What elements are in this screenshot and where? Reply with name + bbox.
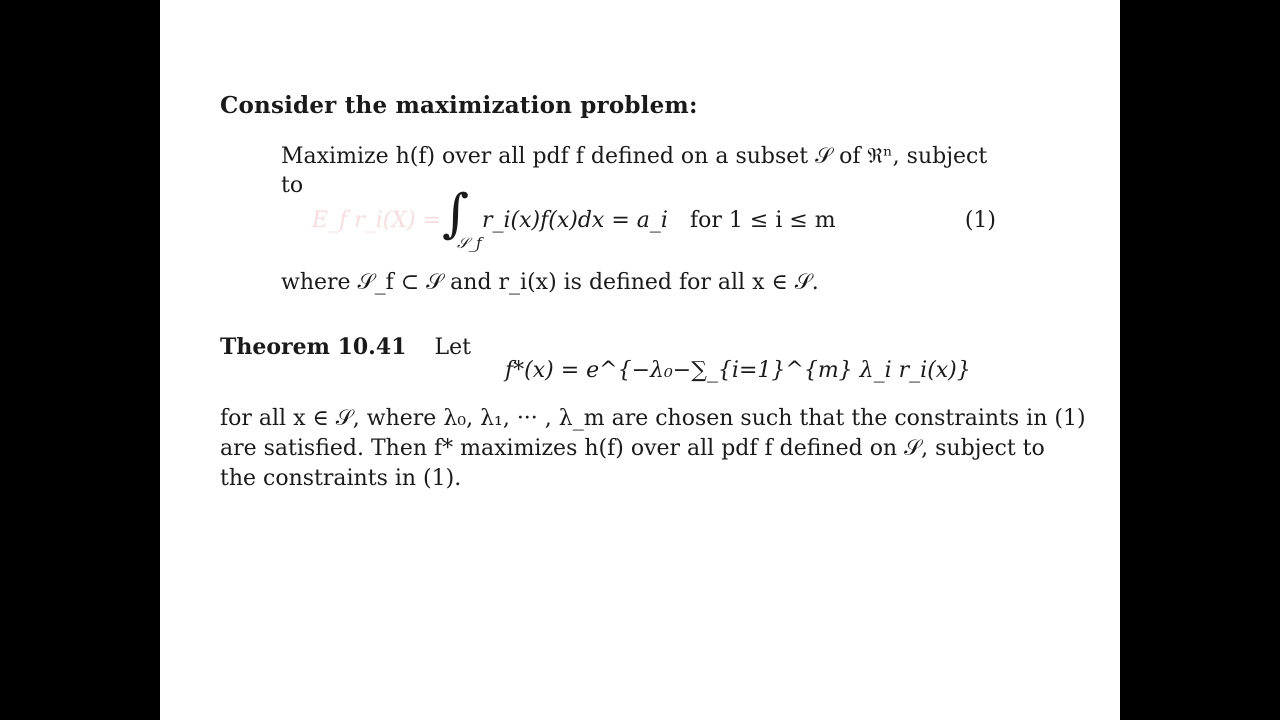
slide-page (160, 0, 1120, 720)
equation-1 (312, 184, 1000, 262)
theorem-formula: f*(x) = e^{−λ₀−∑_{i=1}^{m} λ_i r_i(x)} (505, 358, 971, 383)
problem-line-1 (281, 144, 987, 169)
equation-number: (1) (964, 208, 996, 233)
theorem-header (220, 334, 471, 360)
equation-lhs: E_f r_i(X) = (312, 208, 442, 233)
theorem-intro: Let (434, 335, 471, 360)
theorem-line-2: are satisfied. Then f* maximizes h(f) over all pdf f defined on 𝒮, subject to (220, 436, 1045, 461)
problem-line-3: where 𝒮_f ⊂ 𝒮 and r_i(x) is defined for all x ∈ 𝒮. (281, 270, 819, 295)
theorem-line-1: for all x ∈ 𝒮, where λ₀, λ₁, ··· , λ_m are chosen such that the constraints in (1) (220, 406, 1086, 431)
theorem-line-3: the constraints in (1). (220, 466, 462, 491)
problem-line-2: to (281, 173, 304, 198)
problem-line-1-text: Maximize h(f) over all pdf f defined on a subset 𝒮 of ℜⁿ, subject (281, 144, 988, 169)
integral-subscript: 𝒮_f (457, 234, 482, 252)
theorem-label: Theorem 10.41 (220, 334, 407, 360)
equation-rhs: r_i(x)f(x)dx = a_i (482, 208, 668, 233)
equation-condition: for 1 ≤ i ≤ m (690, 208, 836, 233)
slide-heading: Consider the maximization problem: (220, 92, 698, 119)
integral-sign: ∫ (442, 184, 470, 244)
